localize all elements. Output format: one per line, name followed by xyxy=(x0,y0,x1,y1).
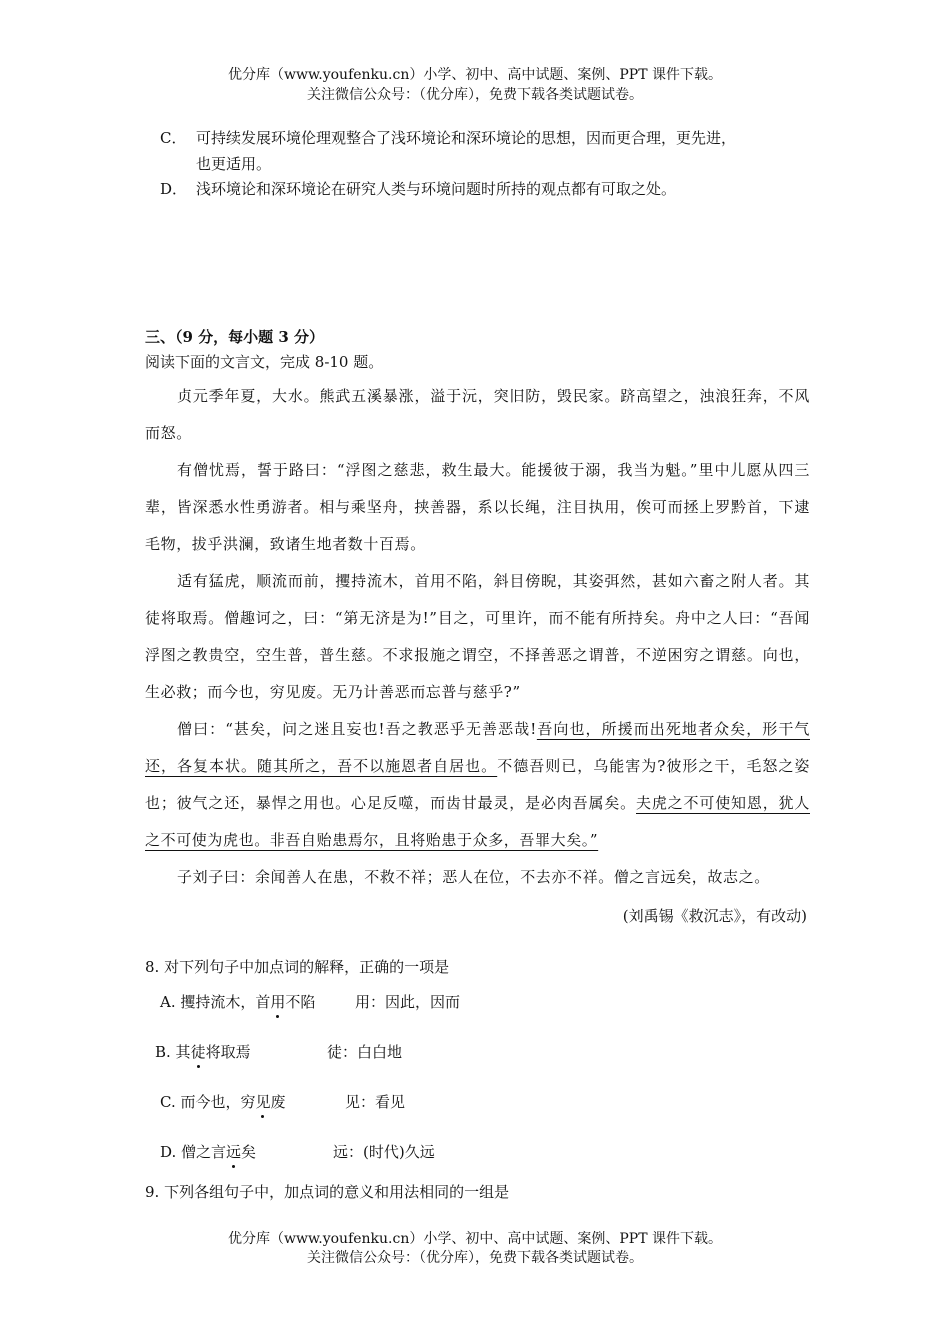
q8-a-pre: A. 攫持流木，首 xyxy=(160,993,271,1011)
passage-p4-text-b: 不德吾则已，乌能害为?彼形之干，毛怒之姿也；彼气之还，暴悍之用也。心足反噬，而齿甘最灵，是必肉吾属矣。 xyxy=(145,757,811,812)
header-line-1: 优分库（www.youfenku.cn）小学、初中、高中试题、案例、PPT 课件下载。 xyxy=(227,67,722,83)
q8-a-post: 不陷 xyxy=(285,993,316,1011)
passage-paragraph-1: 贞元季年夏，大水。熊武五溪暴涨，溢于沅，突旧防，毁民家。跻高望之，浊浪狂奔，不风而怒。 xyxy=(145,387,810,442)
option-d-letter: D． xyxy=(160,180,188,198)
q8-a-dotted-word: 用 xyxy=(270,993,286,1011)
q8-b-pre: B. 其 xyxy=(155,1043,191,1061)
q8-b-post: 将取焉 xyxy=(205,1043,251,1061)
option-c-text-line1: 可持续发展环境伦理观整合了浅环境论和深环境论的思想，因而更合理，更先进， xyxy=(196,129,737,147)
q8-c-explanation: 见：看见 xyxy=(345,1093,406,1111)
option-d-text: 浅环境论和深环境论在研究人类与环境问题时所持的观点都有可取之处。 xyxy=(196,180,677,198)
footer-line-2: 关注微信公众号：（优分库），免费下载各类试题试卷。 xyxy=(307,1250,643,1266)
passage-paragraph-3: 适有猛虎，顺流而前，攫持流木，首用不陷，斜目傍睨，其姿弭然，甚如六畜之附人者。其徒将取焉。僧趣诃之，曰：“第无济是为!”目之，可里许，而不能有所持矣。舟中之人曰：“吾闻浮图之教贵空，空生普，普生慈。不求报施之谓空，不择善恶之谓普，不逆困穷之谓慈。向也，生必救；而今也，穷见废。无乃计善恶而忘普与慈乎?” xyxy=(145,572,810,701)
passage-paragraph-2: 有僧忧焉，誓于路曰：“浮图之慈悲，救生最大。能援彼于溺，我当为魁。”里中儿愿从四三辈，皆深悉水性勇游者。相与乘坚舟，挟善器，系以长绳，注目执用，俟可而拯上罗黔首，下逮毛物，拔乎洪澜，致诸生地者数十百焉。 xyxy=(145,461,810,553)
header-line-2: 关注微信公众号：（优分库），免费下载各类试题试卷。 xyxy=(307,87,643,103)
passage-source: (刘禹锡《救沉志》，有改动) xyxy=(622,907,807,925)
q8-c-pre: C. 而今也，穷 xyxy=(160,1093,256,1111)
q8-c-post: 废 xyxy=(270,1093,286,1111)
q8-option-a xyxy=(160,991,315,1012)
q8-d-pre: D. 僧之言 xyxy=(160,1143,227,1161)
q8-b-dotted-word: 徒 xyxy=(190,1043,206,1061)
q8-d-explanation: 远：(时代)久远 xyxy=(333,1143,435,1161)
passage-p4-text-a: 僧曰：“甚矣，问之迷且妄也!吾之教恶乎无善恶哉! xyxy=(177,720,537,738)
question-9-stem: 9. 下列各组句子中，加点词的意义和用法相同的一组是 xyxy=(145,1183,510,1201)
q8-c-dotted-word: 见 xyxy=(255,1093,271,1111)
q8-d-post: 矣 xyxy=(241,1143,257,1161)
passage-p4-underlined-2: 夫虎之不可使知恩，犹人之不可使为虎也。非吾自贻患焉尔，且将贻患于众多，吾罪大矣。” xyxy=(145,794,810,849)
q8-b-explanation: 徒：白白地 xyxy=(327,1043,403,1061)
classical-passage xyxy=(145,378,810,896)
q8-a-explanation: 用：因此，因而 xyxy=(355,993,461,1011)
q8-option-b xyxy=(155,1041,251,1062)
footer-line-1: 优分库（www.youfenku.cn）小学、初中、高中试题、案例、PPT 课件下载。 xyxy=(227,1231,722,1247)
question-8-stem: 8. 对下列句子中加点词的解释，正确的一项是 xyxy=(145,958,450,976)
q8-option-d xyxy=(160,1141,256,1162)
passage-paragraph-4 xyxy=(145,711,810,859)
option-c-text-line2: 也更适用。 xyxy=(196,155,272,173)
passage-p4-underlined-1: 吾向也，所援而出死地者众矣，形干气还，各复本状。随其所之，吾不以施恩者自居也。 xyxy=(145,720,810,775)
section-instruction: 阅读下面的文言文，完成 8-10 题。 xyxy=(145,353,384,371)
section-title: 三、（9 分，每小题 3 分） xyxy=(145,328,325,346)
q8-d-dotted-word: 远 xyxy=(226,1143,242,1161)
option-c-letter: C． xyxy=(160,129,187,147)
passage-paragraph-5: 子刘子曰：余闻善人在患，不救不祥；恶人在位，不去亦不祥。僧之言远矣，故志之。 xyxy=(177,868,770,886)
q8-option-c xyxy=(160,1091,286,1112)
